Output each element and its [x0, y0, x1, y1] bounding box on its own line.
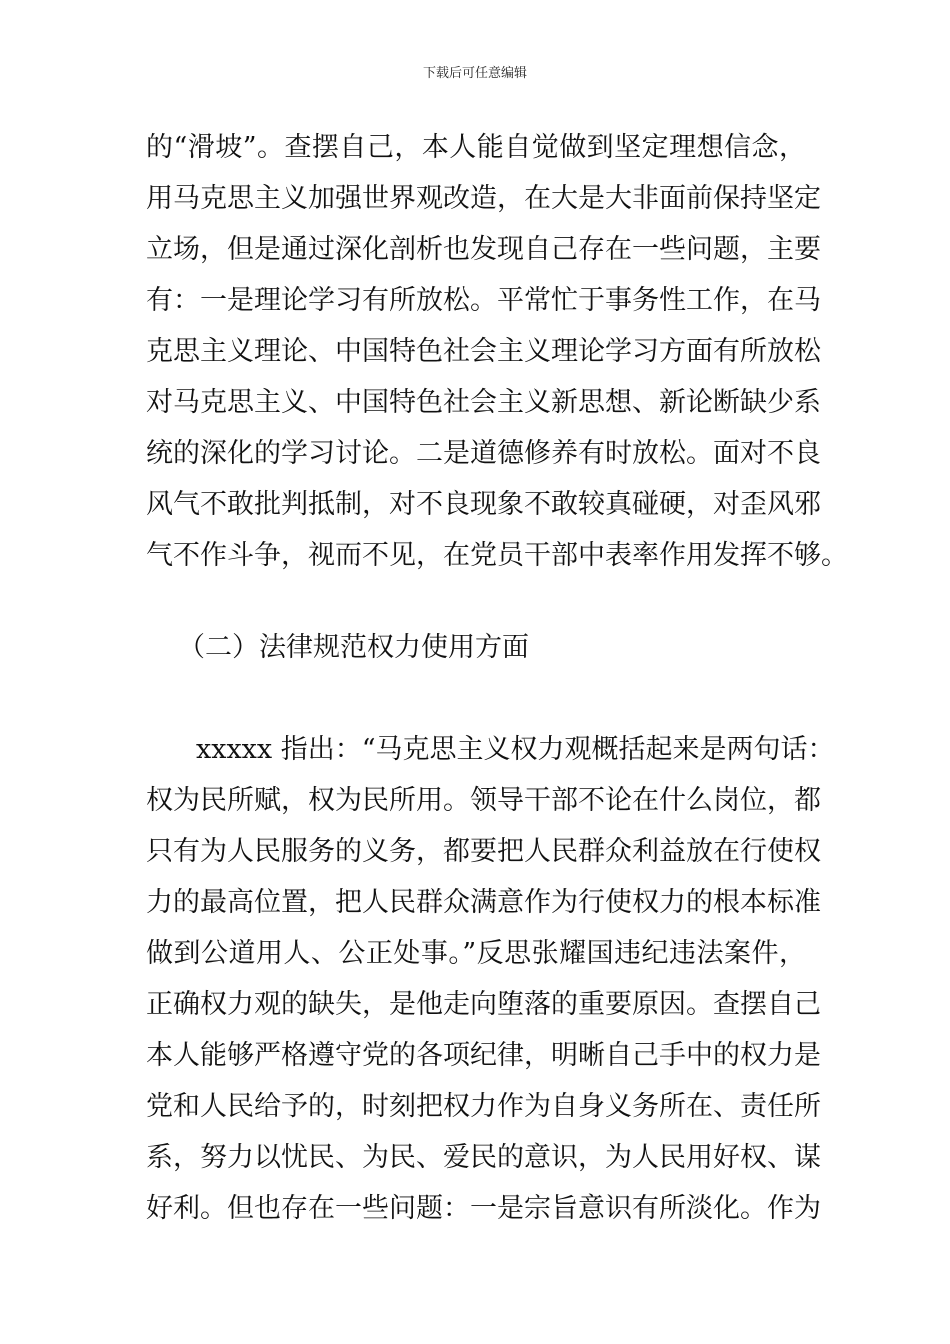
- paragraph-line: 只有为人民服务的义务，都要把人民群众利益放在行使权: [146, 836, 821, 867]
- paragraph-line: 统的深化的学习讨论。二是道德修养有时放松。面对不良: [146, 438, 821, 469]
- paragraph-line: 党和人民给予的，时刻把权力作为自身义务所在、责任所: [146, 1091, 821, 1122]
- paragraph-line: 有：一是理论学习有所放松。平常忙于事务性工作，在马: [146, 285, 821, 316]
- paragraph-line: 好利。但也存在一些问题：一是宗旨意识有所淡化。作为: [146, 1193, 821, 1224]
- paragraph-line: 风气不敢批判抵制，对不良现象不敢较真碰硬，对歪风邪: [146, 489, 821, 520]
- paragraph-line: xxxxx 指出：“马克思主义权力观概括起来是两句话：: [196, 734, 835, 765]
- paragraph-line: 权为民所赋，权为民所用。领导干部不论在什么岗位，都: [146, 785, 821, 816]
- paragraph-line: 的“滑坡”。查摆自己，本人能自觉做到坚定理想信念，: [146, 132, 806, 163]
- paragraph-line: 系，努力以忧民、为民、爱民的意识，为人民用好权、谋: [146, 1142, 821, 1173]
- paragraph-line: 立场，但是通过深化剖析也发现自己存在一些问题，主要: [146, 234, 821, 265]
- paragraph-line: 本人能够严格遵守党的各项纪律，明晰自己手中的权力是: [146, 1040, 821, 1071]
- paragraph-line: 气不作斗争，视而不见，在党员干部中表率作用发挥不够。: [146, 540, 848, 571]
- paragraph-line: 克思主义理论、中国特色社会主义理论学习方面有所放松: [146, 336, 821, 367]
- paragraph-line: 用马克思主义加强世界观改造，在大是大非面前保持坚定: [146, 183, 821, 214]
- section-heading: （二）法律规范权力使用方面: [178, 632, 529, 663]
- paragraph-line: 力的最高位置，把人民群众满意作为行使权力的根本标准: [146, 887, 821, 918]
- header-note: 下载后可任意编辑: [422, 66, 527, 81]
- paragraph-line: 对马克思主义、中国特色社会主义新思想、新论断缺少系: [146, 387, 821, 418]
- paragraph-line: 正确权力观的缺失，是他走向堕落的重要原因。查摆自己: [146, 989, 821, 1020]
- paragraph-line: 做到公道用人、公正处事。”反思张耀国违纪违法案件，: [146, 938, 806, 969]
